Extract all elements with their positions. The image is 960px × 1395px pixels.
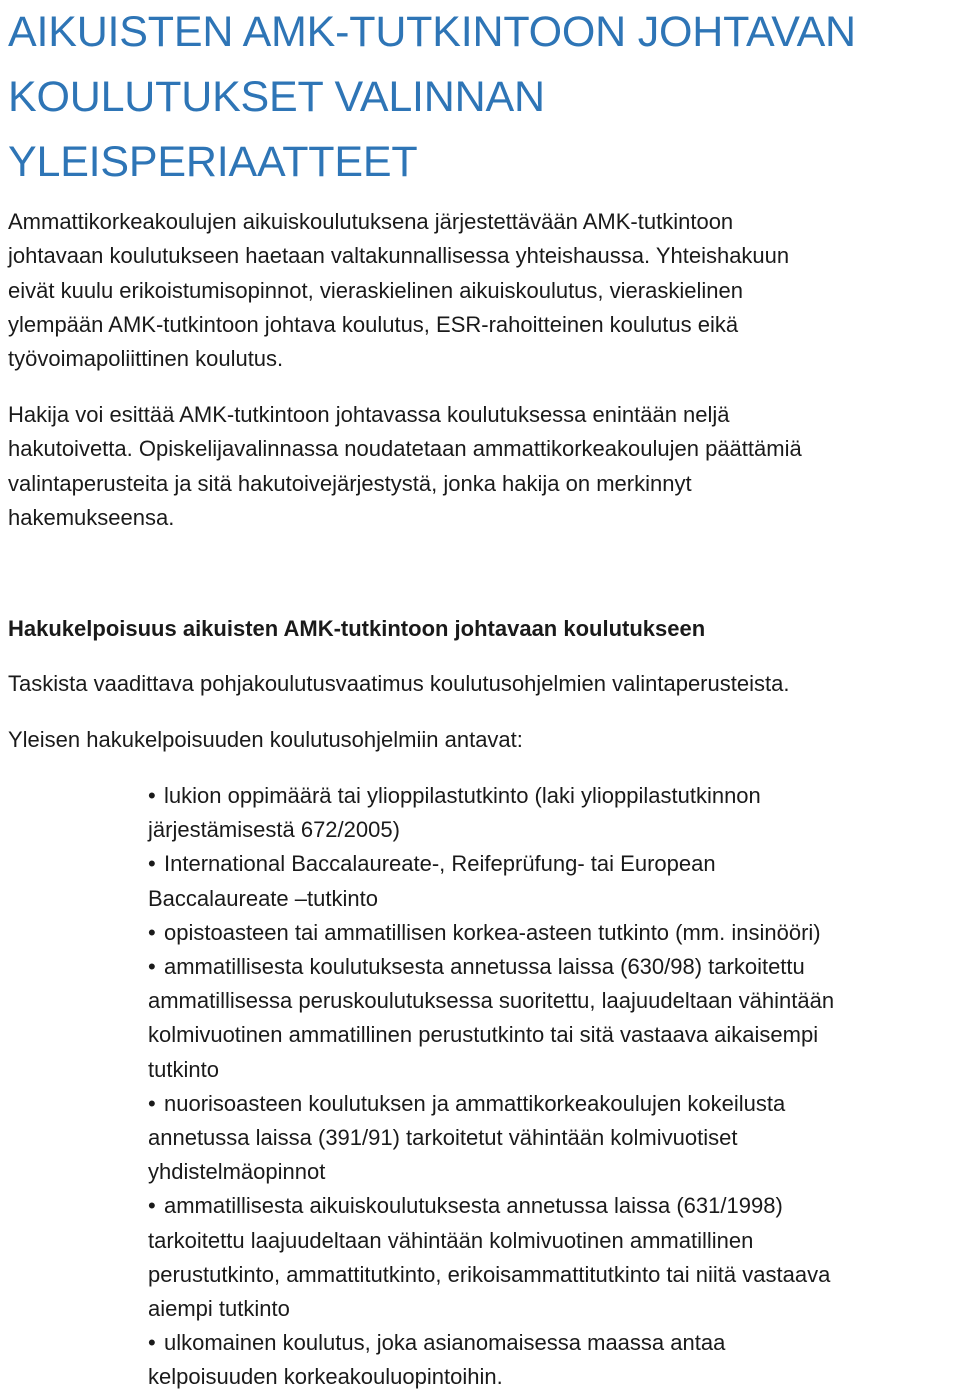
applicant-paragraph <box>8 398 802 535</box>
list-item-text: nuorisoasteen koulutuksen ja ammattikorkeakoulujen kokeilusta <box>164 1090 786 1116</box>
paragraph-line: työvoimapoliittinen koulutus. <box>8 346 284 372</box>
title-line: KOULUTUKSET VALINNAN <box>8 73 545 121</box>
list-item-line: tutkinto <box>148 1056 219 1082</box>
eligibility-list-item <box>148 847 834 915</box>
list-item-line <box>148 1087 834 1121</box>
list-intro-paragraph <box>8 723 523 757</box>
eligibility-list-item <box>148 950 834 1087</box>
list-item-text: International Baccalaureate-, Reifeprüfung- tai European <box>164 851 716 877</box>
eligibility-list-item <box>148 779 834 847</box>
list-item-line: Baccalaureate –tutkinto <box>148 885 378 911</box>
list-item-line <box>148 916 834 950</box>
list-item-text: opistoasteen tai ammatillisen korkea-asteen tutkinto (mm. insinööri) <box>164 919 821 945</box>
bullet-icon: • <box>148 919 156 945</box>
list-item-line <box>148 1189 834 1223</box>
list-item-line: aiempi tutkinto <box>148 1296 290 1322</box>
paragraph-line: Taskista vaadittava pohjakoulutusvaatimus koulutusohjelmien valintaperusteista. <box>8 671 790 696</box>
list-item-line: annetussa laissa (391/91) tarkoitetut vähintään kolmivuotiset <box>148 1125 738 1151</box>
bullet-icon: • <box>148 1193 156 1219</box>
list-item-text: ulkomainen koulutus, joka asianomaisessa maassa antaa <box>164 1330 726 1356</box>
list-item-line: perustutkinto, ammattitutkinto, erikoisammattitutkinto tai niitä vastaava <box>148 1261 831 1287</box>
list-item-line <box>148 950 834 984</box>
bullet-icon: • <box>148 851 156 877</box>
list-item-line: ammatillisessa peruskoulutuksessa suoritettu, laajuudeltaan vähintään <box>148 988 835 1014</box>
title-line: AIKUISTEN AMK-TUTKINTOON JOHTAVAN <box>8 8 856 56</box>
intro-paragraph <box>8 205 789 376</box>
paragraph-line: hakemukseensa. <box>8 504 175 530</box>
list-item-line: tarkoitettu laajuudeltaan vähintään kolmivuotinen ammatillinen <box>148 1227 754 1253</box>
list-item-line: yhdistelmäopinnot <box>148 1159 326 1185</box>
list-item-line <box>148 779 834 813</box>
paragraph-line: Yleisen hakukelpoisuuden koulutusohjelmiin antavat: <box>8 727 523 752</box>
bullet-icon: • <box>148 1330 156 1356</box>
list-item-line <box>148 1326 834 1360</box>
eligibility-list <box>148 779 834 1395</box>
paragraph-line: hakutoivetta. Opiskelijavalinnassa noudatetaan ammattikorkeakoulujen päättämiä <box>8 436 802 462</box>
document-page <box>8 0 956 1390</box>
eligibility-list-item <box>148 1326 834 1394</box>
paragraph-line: valintaperusteita ja sitä hakutoivejärjestystä, jonka hakija on merkinnyt <box>8 470 692 496</box>
eligibility-list-item <box>148 1087 834 1190</box>
eligibility-list-item <box>148 916 834 950</box>
paragraph-line: Ammattikorkeakoulujen aikuiskoulutuksena järjestettävään AMK-tutkintoon <box>8 209 734 234</box>
section-heading: Hakukelpoisuus aikuisten AMK-tutkintoon johtavaan koulutukseen <box>8 616 706 641</box>
list-item-text: lukion oppimäärä tai ylioppilastutkinto (laki ylioppilastutkinnon <box>164 783 761 808</box>
list-item-text: ammatillisesta koulutuksesta annetussa laissa (630/98) tarkoitettu <box>164 954 805 980</box>
bullet-icon: • <box>148 1090 156 1116</box>
document-title <box>8 0 956 195</box>
list-item-text: ammatillisesta aikuiskoulutuksesta annetussa laissa (631/1998) <box>164 1193 783 1219</box>
list-item-line <box>148 847 834 881</box>
list-item-line: kelpoisuuden korkeakouluopintoihin. <box>148 1364 503 1390</box>
eligibility-list-item <box>148 1189 834 1326</box>
bullet-icon: • <box>148 783 156 808</box>
paragraph-line: ylempään AMK-tutkintoon johtava koulutus, ESR-rahoitteinen koulutus eikä <box>8 311 739 337</box>
title-line: YLEISPERIAATTEET <box>8 138 418 186</box>
bullet-icon: • <box>148 954 156 980</box>
list-item-line: kolmivuotinen ammatillinen perustutkinto tai sitä vastaava aikaisempi <box>148 1022 819 1048</box>
paragraph-line: johtavaan koulutukseen haetaan valtakunnallisessa yhteishaussa. Yhteishakuun <box>8 243 790 269</box>
list-item-line: järjestämisestä 672/2005) <box>148 817 400 843</box>
check-requirements-paragraph <box>8 667 789 701</box>
paragraph-line: Hakija voi esittää AMK-tutkintoon johtavassa koulutuksessa enintään neljä <box>8 402 730 427</box>
paragraph-line: eivät kuulu erikoistumisopinnot, vieraskielinen aikuiskoulutus, vieraskielinen <box>8 277 743 303</box>
